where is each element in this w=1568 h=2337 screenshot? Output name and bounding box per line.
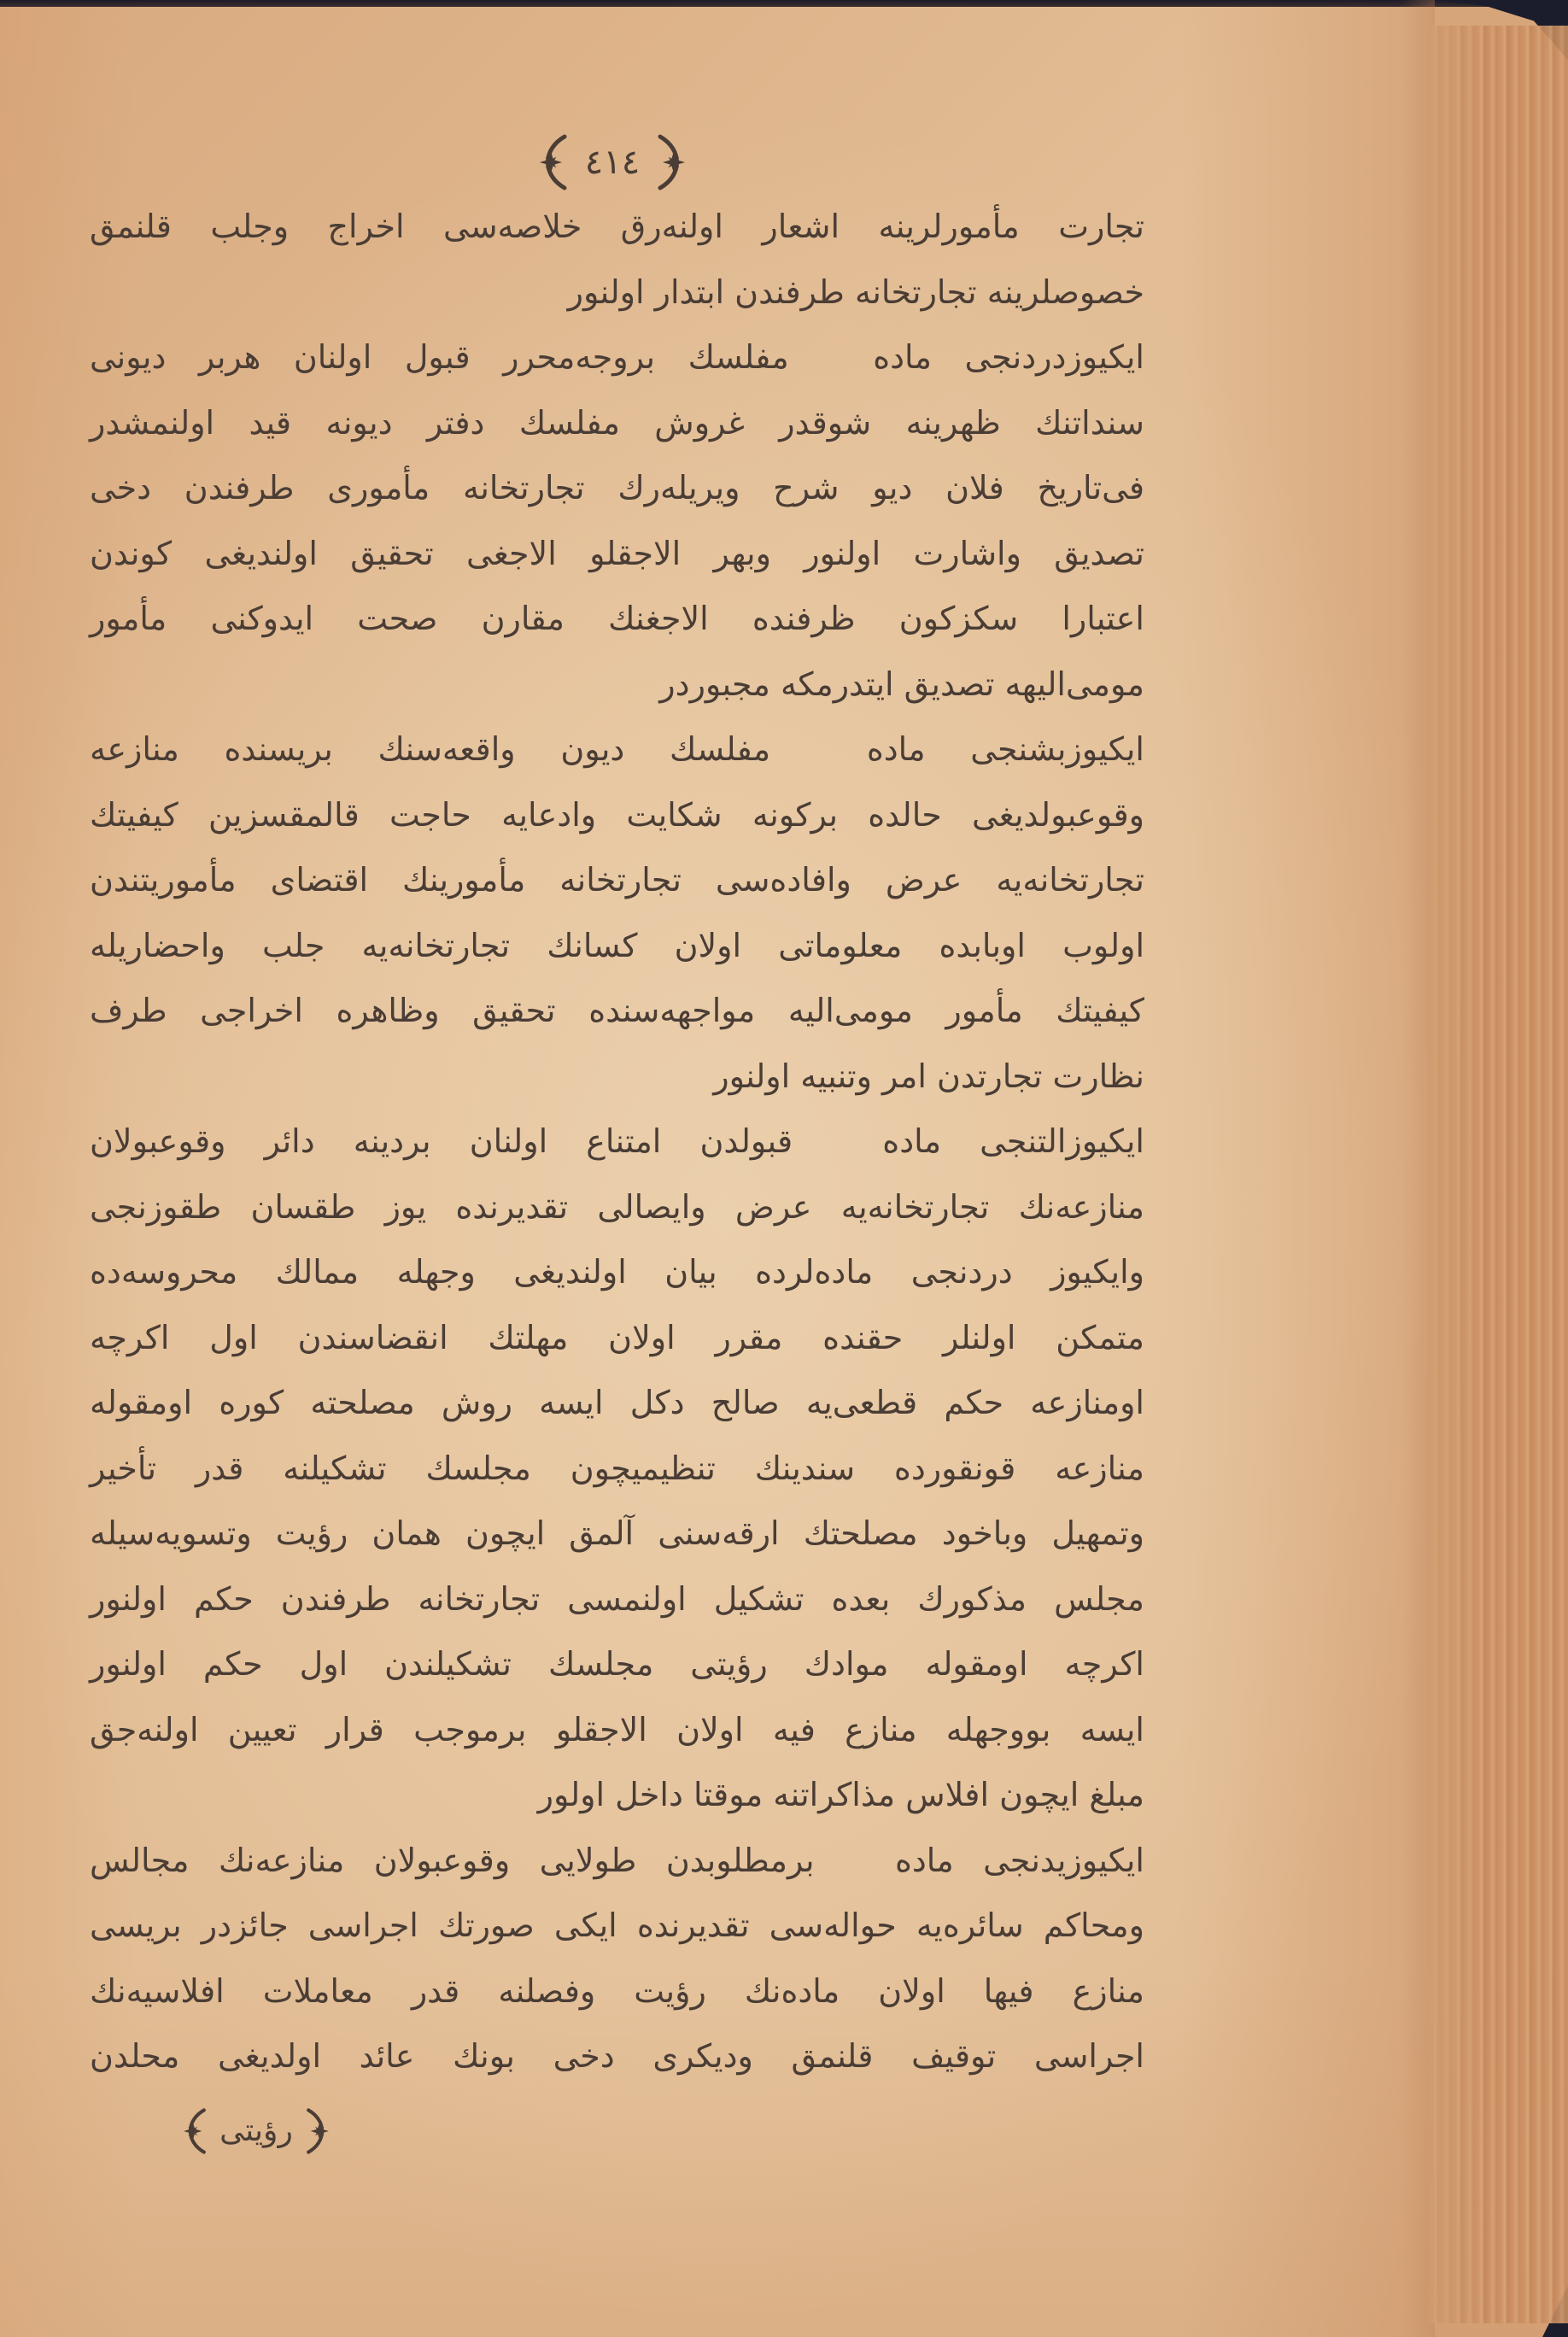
- ornament-right-icon: [652, 132, 689, 192]
- article-text: مفلسك دیون واقعه‌سنك بریسنده منازعه: [90, 730, 771, 768]
- text-line: اعتبارا سکزکون ظرفنده الاجغنك مقارن صحت ایدوکنی مأمور: [90, 600, 1144, 637]
- text-line: نظارت تجارتدن امر وتنبیه اولنور: [713, 1057, 1144, 1095]
- page-number-value: ٤١٤: [584, 142, 641, 182]
- text-line: منازعه قونقورده سندینك تنظیمیچون مجلسك تشکیلنه قدر تأخیر: [90, 1449, 1144, 1487]
- article-heading: ایکیوزیدنجی ماده: [894, 1841, 1144, 1879]
- article-heading: ایکیوزالتنجی ماده: [882, 1122, 1144, 1160]
- article-heading: ایکیوزدردنجی ماده: [873, 338, 1144, 376]
- text-line: تصدیق واشارت اولنور وبهر الاجقلو الاجغی تحقیق اولندیغی کوندن: [90, 534, 1144, 572]
- text-line: منازعه‌نك تجارتخانه‌یه عرض وایصالی تقدیرنده یوز طقسان طقوزنجی: [90, 1187, 1144, 1226]
- text-line: اجراسی توقیف قلنمق ودیکری دخی بونك عائد اولدیغی محلدن: [90, 2037, 1144, 2075]
- article-text: برمطلوبدن طولایی وقوعبولان منازعه‌نك مجالس: [90, 1841, 815, 1879]
- article-text: مفلسك بروجه‌محرر قبول اولنان هربر دیونی: [90, 338, 789, 376]
- text-line: تجارتخانه‌یه عرض وافاده‌سی تجارتخانه مأمورینك اقتضای مأموریتندن: [90, 861, 1144, 899]
- ornament-left-icon: [535, 132, 573, 192]
- body-text: [90, 194, 1144, 2089]
- text-line: اکرچه اومقوله موادك رؤیتی مجلسك تشکیلندن اول حکم اولنور: [90, 1645, 1144, 1683]
- ornament-left-icon: [180, 2104, 211, 2158]
- text-line: تجارت مأمورلرینه اشعار اولنه‌رق خلاصه‌سی اخراج وجلب قلنمق: [90, 208, 1144, 245]
- page-number: [527, 130, 698, 194]
- catchword: [167, 2100, 346, 2163]
- book-page-edges: [1428, 26, 1568, 2323]
- article-text: قبولدن امتناع اولنان بردینه دائر وقوعبولان: [90, 1122, 793, 1160]
- text-line: وایکیوز دردنجی ماده‌لرده بیان اولندیغی وجهله ممالك محروسه‌ده: [90, 1253, 1144, 1291]
- text-line: وقوعبولدیغی حالده برکونه شکایت وادعایه حاجت قالمقسزین کیفیتك: [90, 795, 1144, 834]
- text-line: مومی‌الیهه تصدیق ایتدرمکه مجبوردر: [659, 665, 1144, 703]
- article-204-line: [90, 325, 1144, 390]
- article-207-line: [90, 1828, 1144, 1894]
- text-line: اومنازعه حکم قطعی‌یه صالح دکل ایسه روش مصلحته کوره اومقوله: [90, 1384, 1144, 1421]
- ornament-right-icon: [301, 2104, 332, 2158]
- text-line: کیفیتك مأمور مومی‌الیه مواجهه‌سنده تحقیق وظاهره اخراجی طرف: [90, 992, 1144, 1029]
- article-205-line: [90, 717, 1144, 782]
- article-206-line: [90, 1109, 1144, 1174]
- text-line: منازع فیها اولان ماده‌نك رؤیت وفصلنه قدر معاملات افلاسیه‌نك: [90, 1971, 1144, 2010]
- text-line: فی‌تاریخ فلان دیو شرح ویریله‌رك تجارتخانه مأموری طرفندن دخی: [90, 469, 1144, 507]
- text-line: سنداتنك ظهرینه شوقدر غروش مفلسك دفتر دیونه قید اولنمشدر: [90, 403, 1144, 442]
- text-line: خصوصلرینه تجارتخانه طرفندن ابتدار اولنور: [567, 272, 1144, 311]
- text-line: متمکن اولنلر حقنده مقرر اولان مهلتك انقضاسندن اول اکرچه: [90, 1318, 1144, 1356]
- catchword-text: رؤیتی: [219, 2113, 293, 2148]
- text-line: وتمهیل وباخود مصلحتك ارقه‌سنی آلمق ایچون همان رؤیت وتسویه‌سیله: [90, 1514, 1144, 1552]
- text-line: ایسه بووجهله منازع فیه اولان الاجقلو برموجب قرار تعیین اولنه‌جق: [90, 1710, 1144, 1748]
- text-line: مجلس مذکورك بعده تشکیل اولنمسی تجارتخانه طرفندن حکم اولنور: [90, 1579, 1144, 1618]
- article-heading: ایکیوزبشنجی ماده: [866, 730, 1144, 768]
- text-line: ومحاکم سائره‌یه حواله‌سی تقدیرنده ایکی صورتك اجراسی جائزدر بریسی: [90, 1906, 1144, 1944]
- text-line: مبلغ ایچون افلاس مذاکراتنه موقتا داخل اولور: [537, 1776, 1144, 1813]
- scan-top-border: [0, 0, 1503, 7]
- text-line: اولوب اوبابده معلوماتی اولان کسانك تجارتخانه‌یه جلب واحضاریله: [90, 926, 1144, 964]
